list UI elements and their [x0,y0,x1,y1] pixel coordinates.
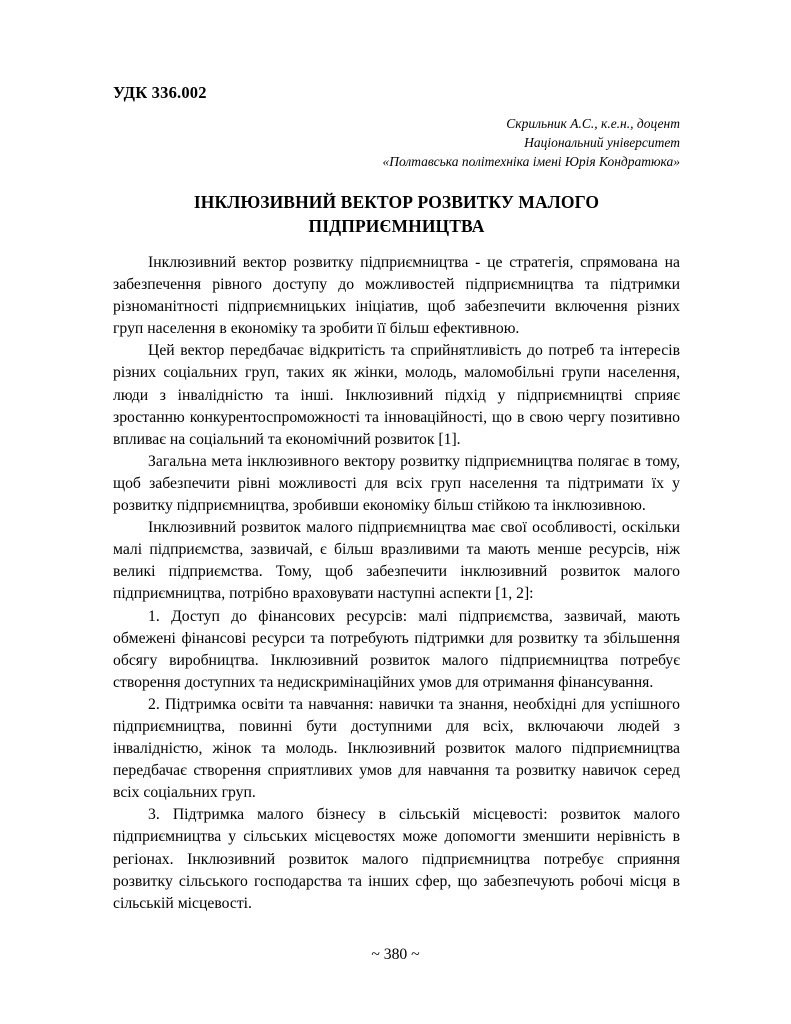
page-title [113,171,680,238]
list-item: 3. Підтримка малого бізнесу в сільській місцевості: розвиток малого підприємництва у сільських місцевостях може допомогти зменшити нерівність в регіонах. Інклюзивний розвиток малого підприємництва потребує сприяння розвитку сільського господарства та інших сфер, що забезпечують робочі місця в сільській місцевості. [113,806,680,912]
list-item: 2. Підтримка освіти та навчання: навички та знання, необхідні для успішного підприємництва, повинні бути доступними для всіх, включаючи людей з інвалідністю, жінок та молодь. Інклюзивний розвиток малого підприємництва передбачає створення сприятливих умов для навчання та розвитку навичок серед всіх соціальних груп. [113,695,680,802]
page-title-line-2: ПІДПРИЄМНИЦТВА [308,216,485,236]
paragraph: Загальна мета інклюзивного вектору розвитку підприємництва полягає в тому, щоб забезпечити рівні можливості для всіх груп населення та підтримати їх у розвитку підприємництва, зробивши економіку більш стійкою та інклюзивною. [113,452,680,515]
udk-code: УДК 336.002 [113,83,207,102]
author-name: Скрильник А.С., к.е.н., доцент [506,116,680,131]
institution-full-name: «Полтавська політехніка імені Юрія Кондратюка» [382,154,680,169]
institution-name: Національний університет [524,135,680,150]
article-body [113,238,680,915]
author-affiliation-block [113,104,680,171]
page-content-column [113,0,680,915]
page-number-footer: ~ 380 ~ [371,946,420,963]
paragraph: Цей вектор передбачає відкритість та сприйнятливість до потреб та інтересів різних соціальних груп, таких як жінки, молодь, маломобільні групи населення, люди з інвалідністю та інші. Інклюзивний підхід у підприємництві сприяє зростанню конкурентоспроможності та інноваційності, що в свою чергу позитивно впливає на соціальний та економічний розвиток [1]. [113,342,680,448]
paragraph: Інклюзивний вектор розвитку підприємництва - це стратегія, спрямована на забезпечення рівного доступу до можливостей підприємництва та підтримки різноманітності підприємницьких ініціатив, щоб забезпечити включення різних груп населення в економіку та зробити її більш ефективною. [113,254,680,338]
paragraph: Інклюзивний розвиток малого підприємництва має свої особливості, оскільки малі підприємства, зазвичай, є більш вразливими та мають менше ресурсів, ніж великі підприємства. Тому, щоб забезпечити інклюзивний розвиток малого підприємництва, потрібно враховувати наступні аспекти [1, 2]: [113,519,680,603]
page-title-line-1: ІНКЛЮЗИВНИЙ ВЕКТОР РОЗВИТКУ МАЛОГО [193,192,600,212]
list-item: 1. Доступ до фінансових ресурсів: малі підприємства, зазвичай, мають обмежені фінансові ресурси та потребують підтримки для розвитку та збільшення обсягу виробництва. Інклюзивний розвиток малого підприємництва потребує створення доступних та недискримінаційних умов для отримання фінансування. [113,607,680,691]
